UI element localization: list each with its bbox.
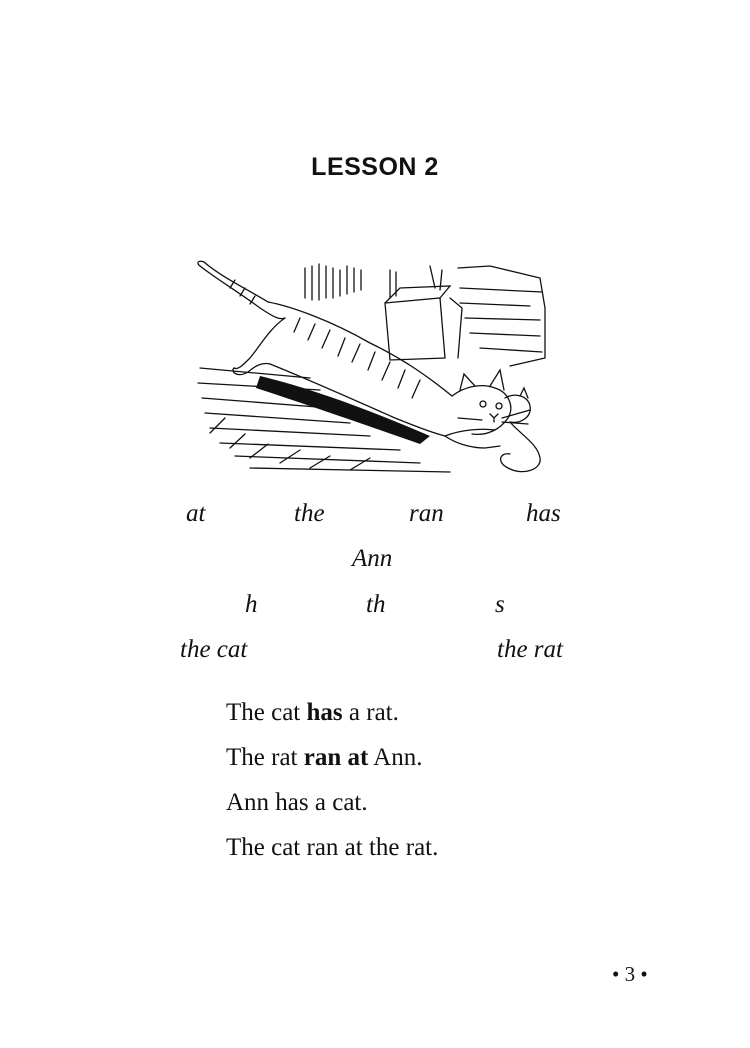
sentence <box>226 694 438 739</box>
vocab-phrase: the cat <box>180 636 248 663</box>
phonics-letter: s <box>495 591 505 618</box>
lesson-title: LESSON 2 <box>311 153 439 181</box>
sentence-segment-bold: has <box>306 699 343 726</box>
sentence <box>226 739 438 784</box>
vocab-phrase: the rat <box>497 636 563 663</box>
sentence-segment: a rat. <box>342 699 399 726</box>
sentence-segment: Ann has a cat. <box>226 789 368 816</box>
reading-sentences <box>226 694 438 874</box>
sentence-segment: The cat <box>226 699 307 726</box>
phonics-letter: h <box>245 591 258 618</box>
sentence <box>226 784 438 829</box>
sentence-segment: The rat <box>226 744 304 771</box>
vocab-word: Ann <box>352 545 393 572</box>
sentence-segment: The cat ran at the rat. <box>226 834 439 861</box>
phonics-letter: th <box>366 591 386 618</box>
vocab-word: has <box>526 500 561 527</box>
sentence-segment: Ann. <box>368 744 423 771</box>
vocab-word: at <box>186 500 206 527</box>
vocab-word: the <box>294 500 325 527</box>
cat-catching-rat-illustration <box>190 258 555 480</box>
page-number: • 3 • <box>612 962 648 986</box>
sentence <box>226 829 438 874</box>
vocab-word: ran <box>409 500 444 527</box>
sentence-segment-bold: ran at <box>303 744 369 771</box>
